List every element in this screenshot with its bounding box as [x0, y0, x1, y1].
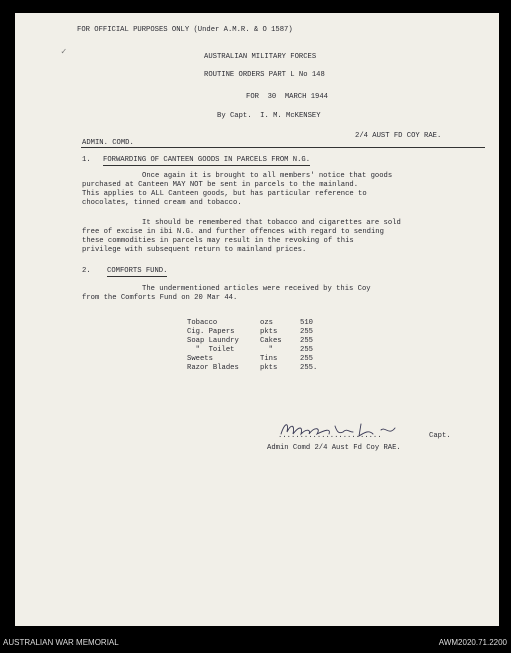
- signature-rank: Capt.: [429, 432, 451, 440]
- footer-archive-name: AUSTRALIAN WAR MEMORIAL: [3, 638, 119, 647]
- para-1-line-4: chocolates, tinned cream and tobacco.: [82, 199, 242, 207]
- para-3-line-2: from the Comforts Fund on 20 Mar 44.: [82, 294, 238, 302]
- item-unit: ozs: [260, 319, 273, 327]
- signature-title: Admin Comd 2/4 Aust Fd Coy RAE.: [267, 444, 401, 452]
- item-qty: 255: [300, 355, 313, 363]
- footer-reference: AWM2020.71.2200: [438, 638, 507, 647]
- right-heading: 2/4 AUST FD COY RAE.: [355, 132, 442, 140]
- header-rule: [81, 147, 485, 148]
- signature-dots: ........................: [278, 432, 382, 440]
- item-unit: Cakes: [260, 337, 282, 345]
- item-qty: 255: [300, 337, 313, 345]
- section-2-title: COMFORTS FUND.: [107, 267, 168, 275]
- para-2-line-1: It should be remembered that tobacco and cigarettes are sold: [142, 219, 401, 227]
- para-1-line-2: purchased at Canteen MAY NOT be sent in parcels to the mainland.: [82, 181, 359, 189]
- item-unit: pkts: [260, 364, 278, 372]
- item-qty: 255: [300, 346, 313, 354]
- heading-date: FOR 30 MARCH 1944: [246, 93, 328, 101]
- section-1-number: 1.: [82, 156, 91, 164]
- document-page: [15, 13, 499, 626]
- item-name: Cig. Papers: [187, 328, 235, 336]
- item-qty: 255: [300, 328, 313, 336]
- para-1-line-1: Once again it is brought to all members' notice that goods: [142, 172, 393, 180]
- heading-issued-by: By Capt. I. M. McKENSEY: [217, 112, 321, 120]
- para-2-line-3: these commodities in parcels may result in the revoking of this: [82, 237, 354, 245]
- item-unit: pkts: [260, 328, 278, 336]
- item-name: Soap Laundry: [187, 337, 239, 345]
- item-name: " Toilet: [187, 346, 235, 354]
- para-1-line-3: This applies to ALL Canteen goods, but has particular reference to: [82, 190, 367, 198]
- item-qty: 255.: [300, 364, 318, 372]
- section-2-number: 2.: [82, 267, 91, 275]
- left-heading: ADMIN. COMD.: [82, 139, 134, 147]
- para-2-line-2: free of excise in ibi N.G. and further offences with regard to sending: [82, 228, 384, 236]
- item-name: Razor Blades: [187, 364, 239, 372]
- heading-forces: AUSTRALIAN MILITARY FORCES: [204, 53, 317, 61]
- section-1-title: FORWARDING OF CANTEEN GOODS IN PARCELS FROM N.G.: [103, 156, 311, 164]
- heading-routine-orders: ROUTINE ORDERS PART L No 148: [204, 71, 325, 79]
- item-unit: Tins: [260, 355, 278, 363]
- item-name: Tobacco: [187, 319, 218, 327]
- item-name: Sweets: [187, 355, 213, 363]
- item-unit: ": [260, 346, 273, 354]
- para-3-line-1: The undermentioned articles were received by this Coy: [142, 285, 371, 293]
- item-qty: 510: [300, 319, 313, 327]
- para-2-line-4: privilege with subsequent return to mainland prices.: [82, 246, 307, 254]
- official-use-line: FOR OFFICIAL PURPOSES ONLY (Under A.M.R. & O 1587): [77, 26, 293, 34]
- margin-mark: ✓: [61, 47, 67, 57]
